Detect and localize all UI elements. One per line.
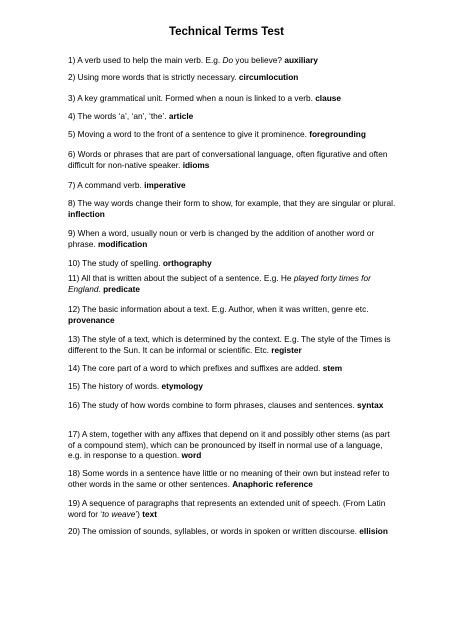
answer-term: Anaphoric reference xyxy=(232,478,313,489)
answer-term: foregrounding xyxy=(309,129,366,139)
question-item xyxy=(68,429,398,461)
question-item xyxy=(68,304,398,325)
question-text: 2) Using more words that is strictly necessary. xyxy=(68,72,239,82)
question-item xyxy=(68,228,398,249)
answer-term: inflection xyxy=(68,208,105,219)
question-item xyxy=(68,381,398,392)
answer-term: provenance xyxy=(68,314,115,325)
question-item xyxy=(68,72,398,83)
answer-term: word xyxy=(181,450,202,460)
question-item xyxy=(68,468,398,489)
question-text: 20) The omission of sounds, syllables, or words in spoken or written discourse. xyxy=(68,526,360,536)
question-text: 4) The words ‘a’, ‘an’, ‘the’. xyxy=(68,111,169,121)
answer-term: modification xyxy=(97,238,148,249)
question-item xyxy=(68,363,398,374)
answer-term: register xyxy=(271,344,302,355)
question-text: 9) When a word, usually noun or verb is changed by the addition of another word or phrase. xyxy=(68,228,375,249)
question-text: 18) Some words in a sentence have little or no meaning of their own but instead refer to other words in the same or other sentences. xyxy=(68,468,390,489)
question-text: ’) xyxy=(135,508,143,519)
question-item xyxy=(68,526,398,537)
question-text: you believe? xyxy=(233,55,285,65)
question-item xyxy=(68,149,398,170)
question-text: 3) A key grammatical unit. Formed when a noun is linked to a verb. xyxy=(68,93,316,103)
answer-term: stem xyxy=(322,363,343,373)
question-item xyxy=(68,400,398,411)
question-text: 14) The core part of a word to which prefixes and suffixes are added. xyxy=(68,363,323,373)
question-text: 5) Moving a word to the front of a sentence to give it prominence. xyxy=(68,129,310,139)
question-item xyxy=(68,198,398,219)
question-item xyxy=(68,93,398,104)
question-text: 10) The study of spelling. xyxy=(68,258,163,268)
question-text: 1) A verb used to help the main verb. E.g. xyxy=(68,55,223,65)
answer-term: imperative xyxy=(144,180,186,190)
answer-term: clause xyxy=(315,93,342,103)
example-text: played forty times for England xyxy=(68,273,371,294)
question-text: 7) A command verb. xyxy=(68,180,145,190)
example-text: Do xyxy=(222,55,234,65)
answer-term: article xyxy=(168,111,194,121)
question-text: 15) The history of words. xyxy=(68,381,162,391)
question-text: 6) Words or phrases that are part of conversational language, often figurative and often difficult for non-native speaker. xyxy=(68,149,388,170)
question-text: 13) The style of a text, which is determined by the context. E.g. The style of the Times is different to the Sun. It can be informal or scientific. Etc. xyxy=(68,334,391,355)
question-item xyxy=(68,334,398,355)
answer-term: ellision xyxy=(359,526,388,536)
question-item xyxy=(68,111,398,122)
answer-term: auxiliary xyxy=(284,55,318,65)
answer-term: idioms xyxy=(182,159,210,170)
question-item xyxy=(68,55,398,66)
answer-term: predicate xyxy=(103,283,140,294)
question-item xyxy=(68,180,398,191)
question-text: 19) A sequence of paragraphs that represents an extended unit of speech. (From Latin word for ‘ xyxy=(68,498,386,519)
answer-term: orthography xyxy=(162,258,212,268)
answer-term: etymology xyxy=(161,381,203,391)
answer-term: text xyxy=(142,508,158,519)
example-text: to weave xyxy=(102,508,136,519)
question-text: . xyxy=(98,283,104,294)
question-text: 11) All that is written about the subject of a sentence. E.g. He xyxy=(68,273,294,283)
question-item xyxy=(68,273,398,294)
answer-term: circumlocution xyxy=(238,72,299,82)
question-text: 12) The basic information about a text. E.g. Author, when it was written, genre etc. xyxy=(68,304,369,314)
question-text: 17) A stem, together with any affixes that depend on it and possibly other stems (as part of a compound stem), which can be pronounced by itself in normal use of a language, e.g. in response to a question. xyxy=(68,429,390,460)
question-item xyxy=(68,258,398,269)
answer-term: syntax xyxy=(357,400,384,410)
question-item xyxy=(68,498,398,519)
question-text: 8) The way words change their form to show, for example, that they are singular or plural. xyxy=(68,198,396,208)
page-title: Technical Terms Test xyxy=(168,26,285,38)
question-text: 16) The study of how words combine to form phrases, clauses and sentences. xyxy=(68,400,358,410)
question-item xyxy=(68,129,398,140)
